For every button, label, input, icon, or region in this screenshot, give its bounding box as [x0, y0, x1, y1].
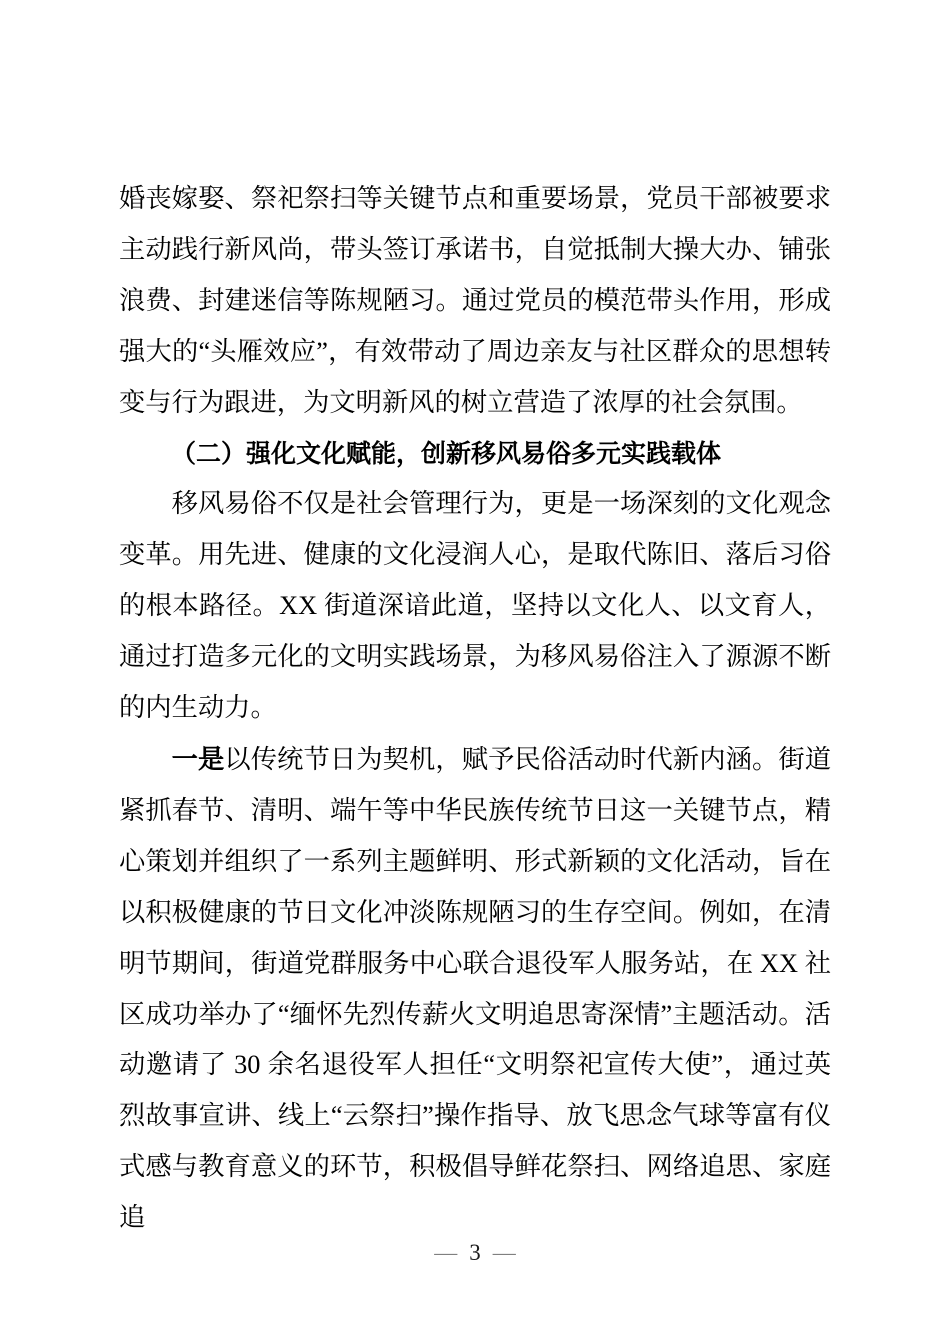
page-number: 3 — [469, 1240, 481, 1265]
section-heading: （二）强化文化赋能，创新移风易俗多元实践载体 — [171, 439, 722, 468]
page-footer — [0, 1238, 950, 1268]
footer-dash-right: — — [492, 1240, 516, 1265]
paragraph-continuation: 婚丧嫁娶、祭祀祭扫等关键节点和重要场景，党员干部被要求主动践行新风尚，带头签订承诺书，自觉抵制大操大办、铺张浪费、封建迷信等陈规陋习。通过党员的模范带头作用，形成强大的“头雁效应”，有效带动了周边亲友与社区群众的思想转变与行为跟进，为文明新风的树立营造了浓厚的社会氛围。 — [119, 184, 831, 417]
paragraph-culture-intro: 移风易俗不仅是社会管理行为，更是一场深刻的文化观念变革。用先进、健康的文化浸润人心，是取代陈旧、落后习俗的根本路径。XX 街道深谙此道，坚持以文化人、以文育人，通过打造多元化的文明实践场景，为移风易俗注入了源源不断的内生动力。 — [119, 489, 831, 723]
paragraph-point-one — [119, 734, 831, 1244]
footer-dash-left: — — [434, 1240, 458, 1265]
document-body — [119, 174, 831, 1244]
paragraph-point-one-text: 以传统节日为契机，赋予民俗活动时代新内涵。街道紧抓春节、清明、端午等中华民族传统节日这一关键节点，精心策划并组织了一系列主题鲜明、形式新颖的文化活动，旨在以积极健康的节日文化冲淡陈规陋习的生存空间。例如，在清明节期间，街道党群服务中心联合退役军人服务站，在 XX 社区成功举办了“缅怀先烈传薪火文明追思寄深情”主题活动。活动邀请了 30 余名退役军人担任“文明祭祀宣传大使”，通过英烈故事宣讲、线上“云祭扫”操作指导、放飞思念气球等富有仪式感与教育意义的环节，积极倡导鲜花祭扫、网络追思、家庭追 — [119, 744, 832, 1233]
paragraph-lead-bold: 一是 — [171, 743, 225, 774]
